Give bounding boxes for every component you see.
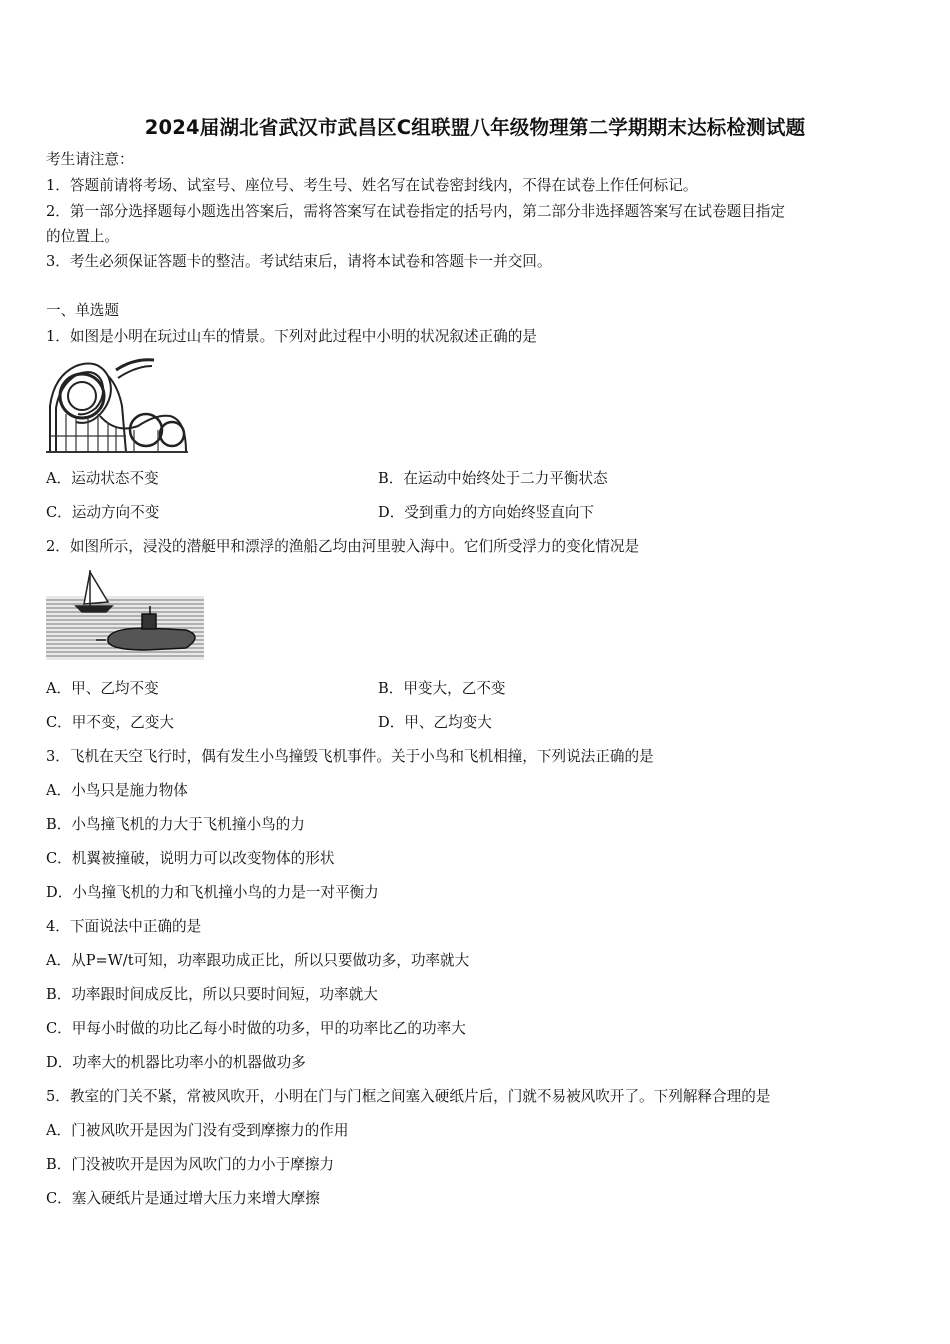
submarine-boat-figure bbox=[46, 568, 204, 660]
question-stem: 2．如图所示，浸没的潜艇甲和漂浮的渔船乙均由河里驶入海中。它们所受浮力的变化情况是 bbox=[46, 538, 640, 555]
roller-coaster-figure bbox=[46, 356, 188, 454]
option-c: C．机翼被撞破，说明力可以改变物体的形状 bbox=[46, 850, 335, 867]
notice-item: 的位置上。 bbox=[46, 228, 119, 245]
question-stem: 3．飞机在天空飞行时，偶有发生小鸟撞毁飞机事件。关于小鸟和飞机相撞，下列说法正确的是 bbox=[46, 748, 654, 765]
option-a: A．门被风吹开是因为门没有受到摩擦力的作用 bbox=[46, 1122, 349, 1139]
section-heading: 一、单选题 bbox=[46, 302, 119, 319]
option-c: C．塞入硬纸片是通过增大压力来增大摩擦 bbox=[46, 1190, 320, 1207]
option-d: D．受到重力的方向始终竖直向下 bbox=[378, 504, 595, 521]
notice-item: 3．考生必须保证答题卡的整洁。考试结束后，请将本试卷和答题卡一并交回。 bbox=[46, 253, 552, 270]
option-b: B．甲变大，乙不变 bbox=[378, 680, 506, 697]
option-b: B．小鸟撞飞机的力大于飞机撞小鸟的力 bbox=[46, 816, 305, 833]
option-a: A．小鸟只是施力物体 bbox=[46, 782, 188, 799]
option-b: B．门没被吹开是因为风吹门的力小于摩擦力 bbox=[46, 1156, 335, 1173]
option-d: D．功率大的机器比功率小的机器做功多 bbox=[46, 1054, 306, 1071]
option-c: C．甲每小时做的功比乙每小时做的功多，甲的功率比乙的功率大 bbox=[46, 1020, 466, 1037]
option-a: A．甲、乙均不变 bbox=[46, 680, 159, 697]
question-stem: 4．下面说法中正确的是 bbox=[46, 918, 202, 935]
notice-heading: 考生请注意： bbox=[46, 151, 134, 168]
notice-item: 2．第一部分选择题每小题选出答案后，需将答案写在试卷指定的括号内，第二部分非选择题答案写在试卷题目指定 bbox=[46, 203, 785, 220]
option-b: B．在运动中始终处于二力平衡状态 bbox=[378, 470, 608, 487]
option-d: D．小鸟撞飞机的力和飞机撞小鸟的力是一对平衡力 bbox=[46, 884, 379, 901]
notice-item: 1．答题前请将考场、试室号、座位号、考生号、姓名写在试卷密封线内，不得在试卷上作任何标记。 bbox=[46, 177, 698, 194]
option-c: C．运动方向不变 bbox=[46, 504, 160, 521]
option-d: D．甲、乙均变大 bbox=[378, 714, 492, 731]
question-stem: 5．教室的门关不紧，常被风吹开，小明在门与门框之间塞入硬纸片后，门就不易被风吹开了。下列解释合理的是 bbox=[46, 1088, 771, 1105]
option-c: C．甲不变，乙变大 bbox=[46, 714, 174, 731]
option-a: A．运动状态不变 bbox=[46, 470, 159, 487]
option-b: B．功率跟时间成反比，所以只要时间短，功率就大 bbox=[46, 986, 378, 1003]
option-a: A．从P=W/t可知，功率跟功成正比，所以只要做功多，功率就大 bbox=[46, 952, 470, 969]
page-title: 2024届湖北省武汉市武昌区C组联盟八年级物理第二学期期末达标检测试题 bbox=[144, 116, 806, 139]
question-stem: 1．如图是小明在玩过山车的情景。下列对此过程中小明的状况叙述正确的是 bbox=[46, 328, 537, 345]
